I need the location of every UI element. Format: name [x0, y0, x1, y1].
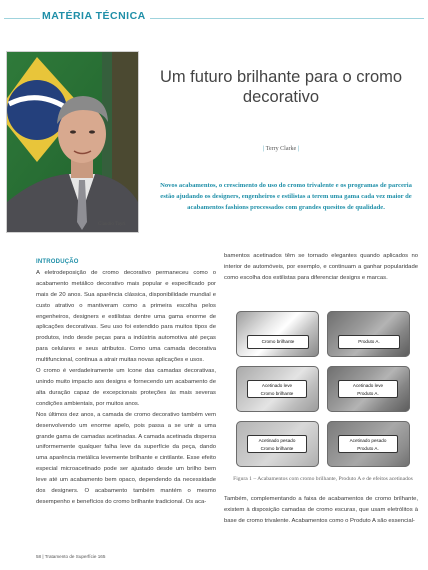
sample-label-line: Acetinado pesado	[349, 438, 387, 443]
body-paragraph: A eletrodeposição de cromo decorativo permaneceu como o acabamento metálico decorativo mais popular e especificado por mais de 20 anos. Sua aparência clássica, disponibilidade mundial e custo atrativo o mantiveram como a primeira escolha pelos engenheiros, designers e estilistas dentre uma gama enorme de aplicações decorativas. Seu uso foi estendido para muitos tipos de produtos, indo desde peças para a indústria automotiva até peças para celulares e seus atributos. Como uma camada decorativa multifuncional, continua a atrair muitas novas aplicações e usos.	[36, 269, 216, 364]
body-column-2-top	[224, 251, 418, 284]
sample-label: Produto A.	[338, 335, 400, 349]
article-lead: Novos acabamentos, o crescimento do uso do cromo trivalente e os programas de parceria estão ajudando os designers, engenheiros e estilistas a terem uma gama cada vez maior de acabamentos fashions processados com grandes quesitos de qualidade.	[160, 182, 412, 211]
sample-label-line: Acetinado leve	[261, 383, 293, 388]
sample-label	[247, 380, 307, 398]
article-title: Um futuro brilhante para o cromo decorativo	[159, 68, 403, 106]
author-name: Terry Clarke	[265, 146, 297, 152]
sample-tile	[236, 366, 319, 412]
page-footer: 58 | Tratamento de Superfície 165	[36, 554, 106, 559]
sample-label	[247, 435, 307, 453]
body-paragraph: Nos últimos dez anos, a camada de cromo decorativo também vem desenvolvendo um enorme apelo, pois passa a se unir a uma grande gama de camadas acetinadas. A camada acetinada dispersa uniformemente qualquer falha leve da superfície da peça, dando uma aparência metálica levemente brilhante e cintilante. Esse efeito especial microacetinado pode ser ajustado desde um brilho bem leve até um acabamento bem opaco, dependendo da necessidade dos designers. O acabamento também mantém o mesmo desempenho e benefícios do cromo brilhante tradicional. Os aca-	[36, 411, 216, 505]
sample-label: Cromo brilhante	[247, 335, 309, 349]
intro-heading: INTRODUÇÃO	[36, 259, 79, 265]
byline-bar-left: |	[263, 146, 265, 152]
body-paragraph: bamentos acetinados têm se tornado elegantes quando aplicados no interior de automóveis, por exemplo, e continuam a ganhar popularidade como escolha dos estilistas para diferenciar designs e marcas.	[224, 253, 418, 281]
sample-label-line: Acetinado leve	[352, 383, 384, 388]
sample-tile	[236, 421, 319, 467]
body-paragraph: Também, complementando a faixa de acabamentos de cromo brilhante, existem à disposição camadas de cromo escuras, que usam eletrólitos à base de cromo trivalente. Acabamentos como o Produto A são essencial-	[224, 496, 418, 524]
sample-tile	[327, 421, 410, 467]
body-column-1	[36, 257, 216, 508]
photo-caption: Claudio Tayri	[98, 222, 126, 227]
figure-chrome-samples	[236, 311, 412, 471]
sample-label-line: Produto A.	[357, 446, 379, 451]
section-label: MATÉRIA TÉCNICA	[42, 10, 146, 22]
body-column-2-bottom	[224, 494, 418, 527]
figure-caption: Figura 1 – Acabamentos com cromo brilhante, Produto A e de efeitos acetinados	[233, 476, 413, 482]
header-rule-left	[4, 18, 40, 19]
body-paragraph: O cromo é verdadeiramente um ícone das camadas decorativas, unindo muito impacto aos designs e fornecendo um acabamento de alta duração capaz de excepcionais proteções às mais severas condições ambientais, por muitos anos.	[36, 368, 216, 407]
byline-bar-right: |	[297, 146, 299, 152]
sample-label	[338, 380, 398, 398]
sample-label	[338, 435, 398, 453]
header-rule-right	[150, 18, 424, 19]
sample-tile	[327, 366, 410, 412]
author-photo	[6, 51, 139, 233]
sample-label-line: Acetinado pesado	[258, 438, 296, 443]
sample-label-line: Cromo brilhante	[260, 391, 294, 396]
sample-tile	[327, 311, 410, 357]
sample-label-line: Produto A.	[357, 391, 379, 396]
sample-label-line: Cromo brilhante	[260, 446, 294, 451]
author-byline	[150, 146, 412, 152]
sample-tile	[236, 311, 319, 357]
